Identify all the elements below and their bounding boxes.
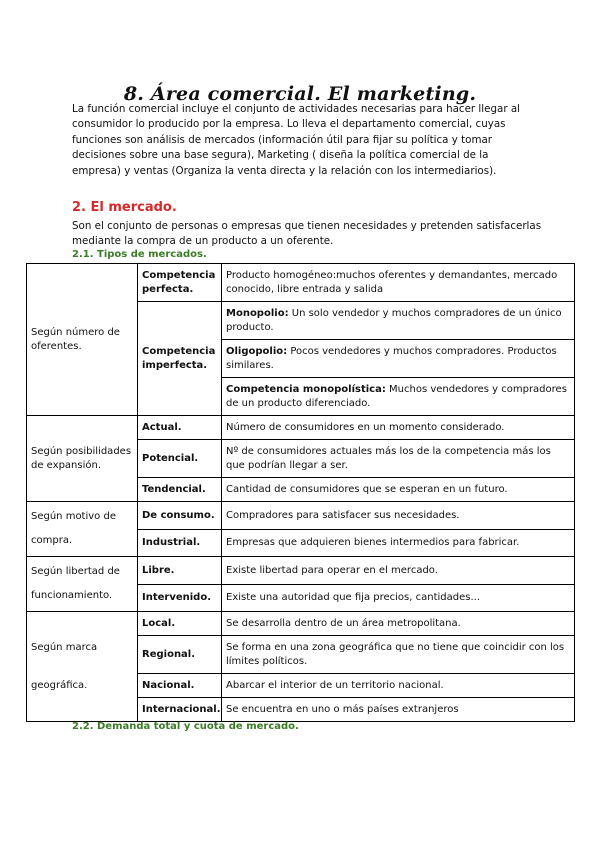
desc-potencial: Nº de consumidores actuales más los de la competencia más los que podrían llegar a ser. [222, 440, 575, 478]
table-row [27, 502, 575, 530]
desc-industrial: Empresas que adquieren bienes intermedios para fabricar. [222, 529, 575, 557]
subheading-demanda-total: 2.2. Demanda total y cuota de mercado. [72, 721, 299, 732]
type-potencial: Potencial. [138, 440, 222, 478]
desc-nacional: Abarcar el interior de un territorio nacional. [222, 674, 575, 698]
type-regional: Regional. [138, 636, 222, 674]
term-monopolistica: Competencia monopolística: [226, 384, 386, 395]
page-title: 8. Área comercial. El marketing. [123, 82, 477, 105]
type-perfecta: Competencia perfecta. [138, 264, 222, 302]
type-local: Local. [138, 612, 222, 636]
desc-monopolio [222, 302, 575, 340]
desc-tendencial: Cantidad de consumidores que se esperan en un futuro. [222, 478, 575, 502]
intro-paragraph: La función comercial incluye el conjunto de actividades necesarias para hacer llegar al consumidor lo producido por la empresa. Lo lleva el departamento comercial, cuyas funciones son análisis de mercados (información útil para fijar su política y tomar decisiones sobre una base segura), Marketing ( diseña la política comercial de la empresa) y ventas (Organiza la venta directa y la relación con los intermediarios). [72, 103, 521, 177]
criterion-oferentes: Según número de oferentes. [27, 264, 138, 416]
criterion-libertad: Según libertad de funcionamiento. [27, 557, 138, 612]
table-row [27, 612, 575, 636]
table-row [27, 557, 575, 585]
mercado-definition: Son el conjunto de personas o empresas que tienen necesidades y pretenden satisfacerlas mediante la compra de un producto a un oferente. [72, 220, 542, 248]
type-libre: Libre. [138, 557, 222, 585]
text-monopolistica: Muchos vendedores y compradores de un producto diferenciado. [226, 384, 567, 409]
type-nacional: Nacional. [138, 674, 222, 698]
term-oligopolio: Oligopolio: [226, 346, 288, 357]
desc-consumo: Compradores para satisfacer sus necesidades. [222, 502, 575, 530]
desc-oligopolio [222, 340, 575, 378]
criterion-marca: Según marca geográfica. [27, 612, 138, 722]
type-internacional: Internacional. [138, 698, 222, 722]
text-oligopolio: Pocos vendedores y muchos compradores. Productos similares. [226, 346, 557, 371]
type-intervenido: Intervenido. [138, 584, 222, 612]
desc-intervenido: Existe una autoridad que fija precios, cantidades... [222, 584, 575, 612]
criterion-expansion: Según posibilidades de expansión. [27, 416, 138, 502]
section-heading-mercado: 2. El mercado. [72, 200, 177, 215]
criterion-motivo: Según motivo de compra. [27, 502, 138, 557]
desc-actual: Número de consumidores en un momento considerado. [222, 416, 575, 440]
desc-internacional: Se encuentra en uno o más países extranjeros [222, 698, 575, 722]
table-row [27, 416, 575, 440]
type-tendencial: Tendencial. [138, 478, 222, 502]
type-consumo: De consumo. [138, 502, 222, 530]
desc-monopolistica [222, 378, 575, 416]
type-imperfecta: Competencia imperfecta. [138, 302, 222, 416]
type-industrial: Industrial. [138, 529, 222, 557]
desc-perfecta: Producto homogéneo:muchos oferentes y demandantes, mercado conocido, libre entrada y salida [222, 264, 575, 302]
term-monopolio: Monopolio: [226, 308, 289, 319]
subheading-tipos-mercados: 2.1. Tipos de mercados. [72, 249, 207, 260]
text-monopolio: Un solo vendedor y muchos compradores de un único producto. [226, 308, 562, 333]
desc-libre: Existe libertad para operar en el mercado. [222, 557, 575, 585]
type-actual: Actual. [138, 416, 222, 440]
desc-regional: Se forma en una zona geográfica que no tiene que coincidir con los límites políticos. [222, 636, 575, 674]
market-types-table [26, 263, 575, 722]
desc-local: Se desarrolla dentro de un área metropolitana. [222, 612, 575, 636]
table-row [27, 264, 575, 302]
